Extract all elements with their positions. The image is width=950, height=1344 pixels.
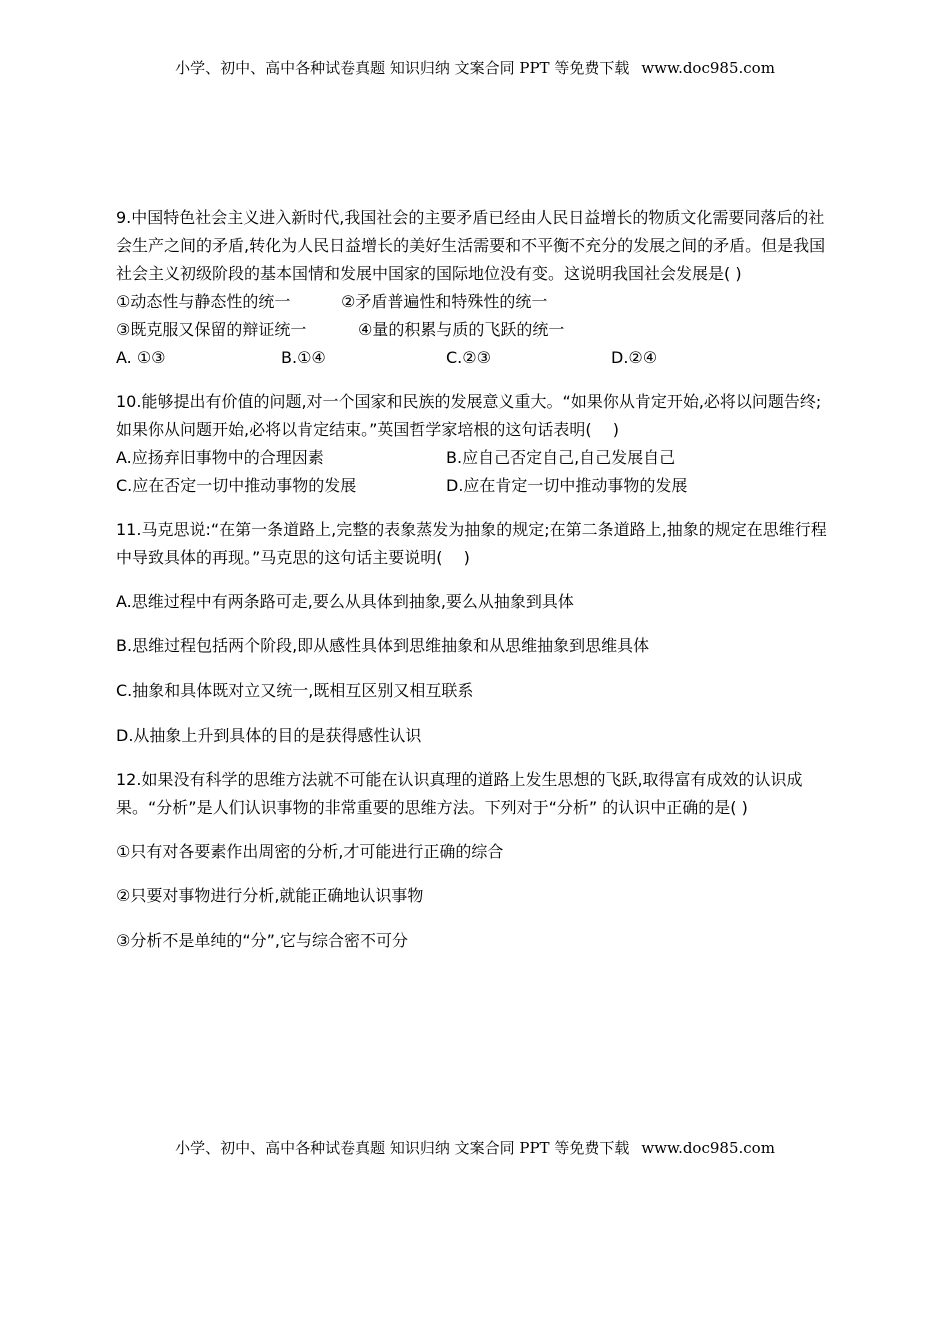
statement-row — [116, 316, 836, 344]
footer-text: 小学、初中、高中各种试卷真题 知识归纳 文案合同 PPT 等免费下载 — [175, 1139, 630, 1157]
question-stem: 9.中国特色社会主义进入新时代,我国社会的主要矛盾已经由人民日益增长的物质文化需要同落后的社会生产之间的矛盾,转化为人民日益增长的美好生活需要和不平衡不充分的发展之间的矛盾。但是我国社会主义初级阶段的基本国情和发展中国家的国际地位没有变。这说明我国社会发展是( ) — [116, 208, 826, 283]
option-d: D.②④ — [611, 348, 658, 367]
answer-options — [116, 472, 836, 500]
option-b: B.思维过程包括两个阶段,即从感性具体到思维抽象和从思维抽象到思维具体 — [116, 636, 650, 655]
option-a: A.思维过程中有两条路可走,要么从具体到抽象,要么从抽象到具体 — [116, 592, 574, 611]
statement-item: ①只有对各要素作出周密的分析,才可能进行正确的综合 — [116, 842, 504, 861]
statement-item: ③既克服又保留的辩证统一 — [116, 320, 307, 339]
question-stem: 11.马克思说:“在第一条道路上,完整的表象蒸发为抽象的规定;在第二条道路上,抽象的规定在思维行程中导致具体的再现。”马克思的这句话主要说明( ) — [116, 520, 827, 567]
question-12 — [116, 766, 836, 955]
page-header — [0, 57, 950, 78]
page-footer — [0, 1137, 950, 1158]
question-9 — [116, 204, 836, 372]
answer-options — [116, 444, 836, 472]
document-content — [116, 204, 836, 955]
option-c: C.②③ — [446, 348, 491, 367]
statement-row — [116, 288, 836, 316]
question-10 — [116, 388, 836, 500]
footer-url: www.doc985.com — [641, 1139, 775, 1157]
option-b: B.应自己否定自己,自己发展自己 — [446, 448, 676, 467]
answer-options — [116, 344, 836, 372]
option-c: C.抽象和具体既对立又统一,既相互区别又相互联系 — [116, 681, 474, 700]
option-a: A.应扬弃旧事物中的合理因素 — [116, 448, 324, 467]
question-11 — [116, 516, 836, 750]
question-stem: 10.能够提出有价值的问题,对一个国家和民族的发展意义重大。“如果你从肯定开始,必将以问题告终;如果你从问题开始,必将以肯定结束。”英国哲学家培根的这句话表明( ) — [116, 392, 822, 439]
statement-item: ②只要对事物进行分析,就能正确地认识事物 — [116, 886, 424, 905]
option-d: D.从抽象上升到具体的目的是获得感性认识 — [116, 726, 422, 745]
option-b: B.①④ — [281, 348, 326, 367]
option-a: A. ①③ — [116, 348, 166, 367]
option-d: D.应在肯定一切中推动事物的发展 — [446, 476, 688, 495]
option-c: C.应在否定一切中推动事物的发展 — [116, 476, 357, 495]
header-url: www.doc985.com — [641, 59, 775, 77]
header-text: 小学、初中、高中各种试卷真题 知识归纳 文案合同 PPT 等免费下载 — [175, 59, 630, 77]
statement-item: ④量的积累与质的飞跃的统一 — [358, 320, 565, 339]
question-stem: 12.如果没有科学的思维方法就不可能在认识真理的道路上发生思想的飞跃,取得富有成效的认识成果。“分析”是人们认识事物的非常重要的思维方法。下列对于“分析” 的认识中正确的是( ) — [116, 770, 803, 817]
statement-item: ①动态性与静态性的统一 — [116, 292, 291, 311]
statement-item: ③分析不是单纯的“分”,它与综合密不可分 — [116, 931, 409, 950]
statement-item: ②矛盾普遍性和特殊性的统一 — [341, 292, 548, 311]
